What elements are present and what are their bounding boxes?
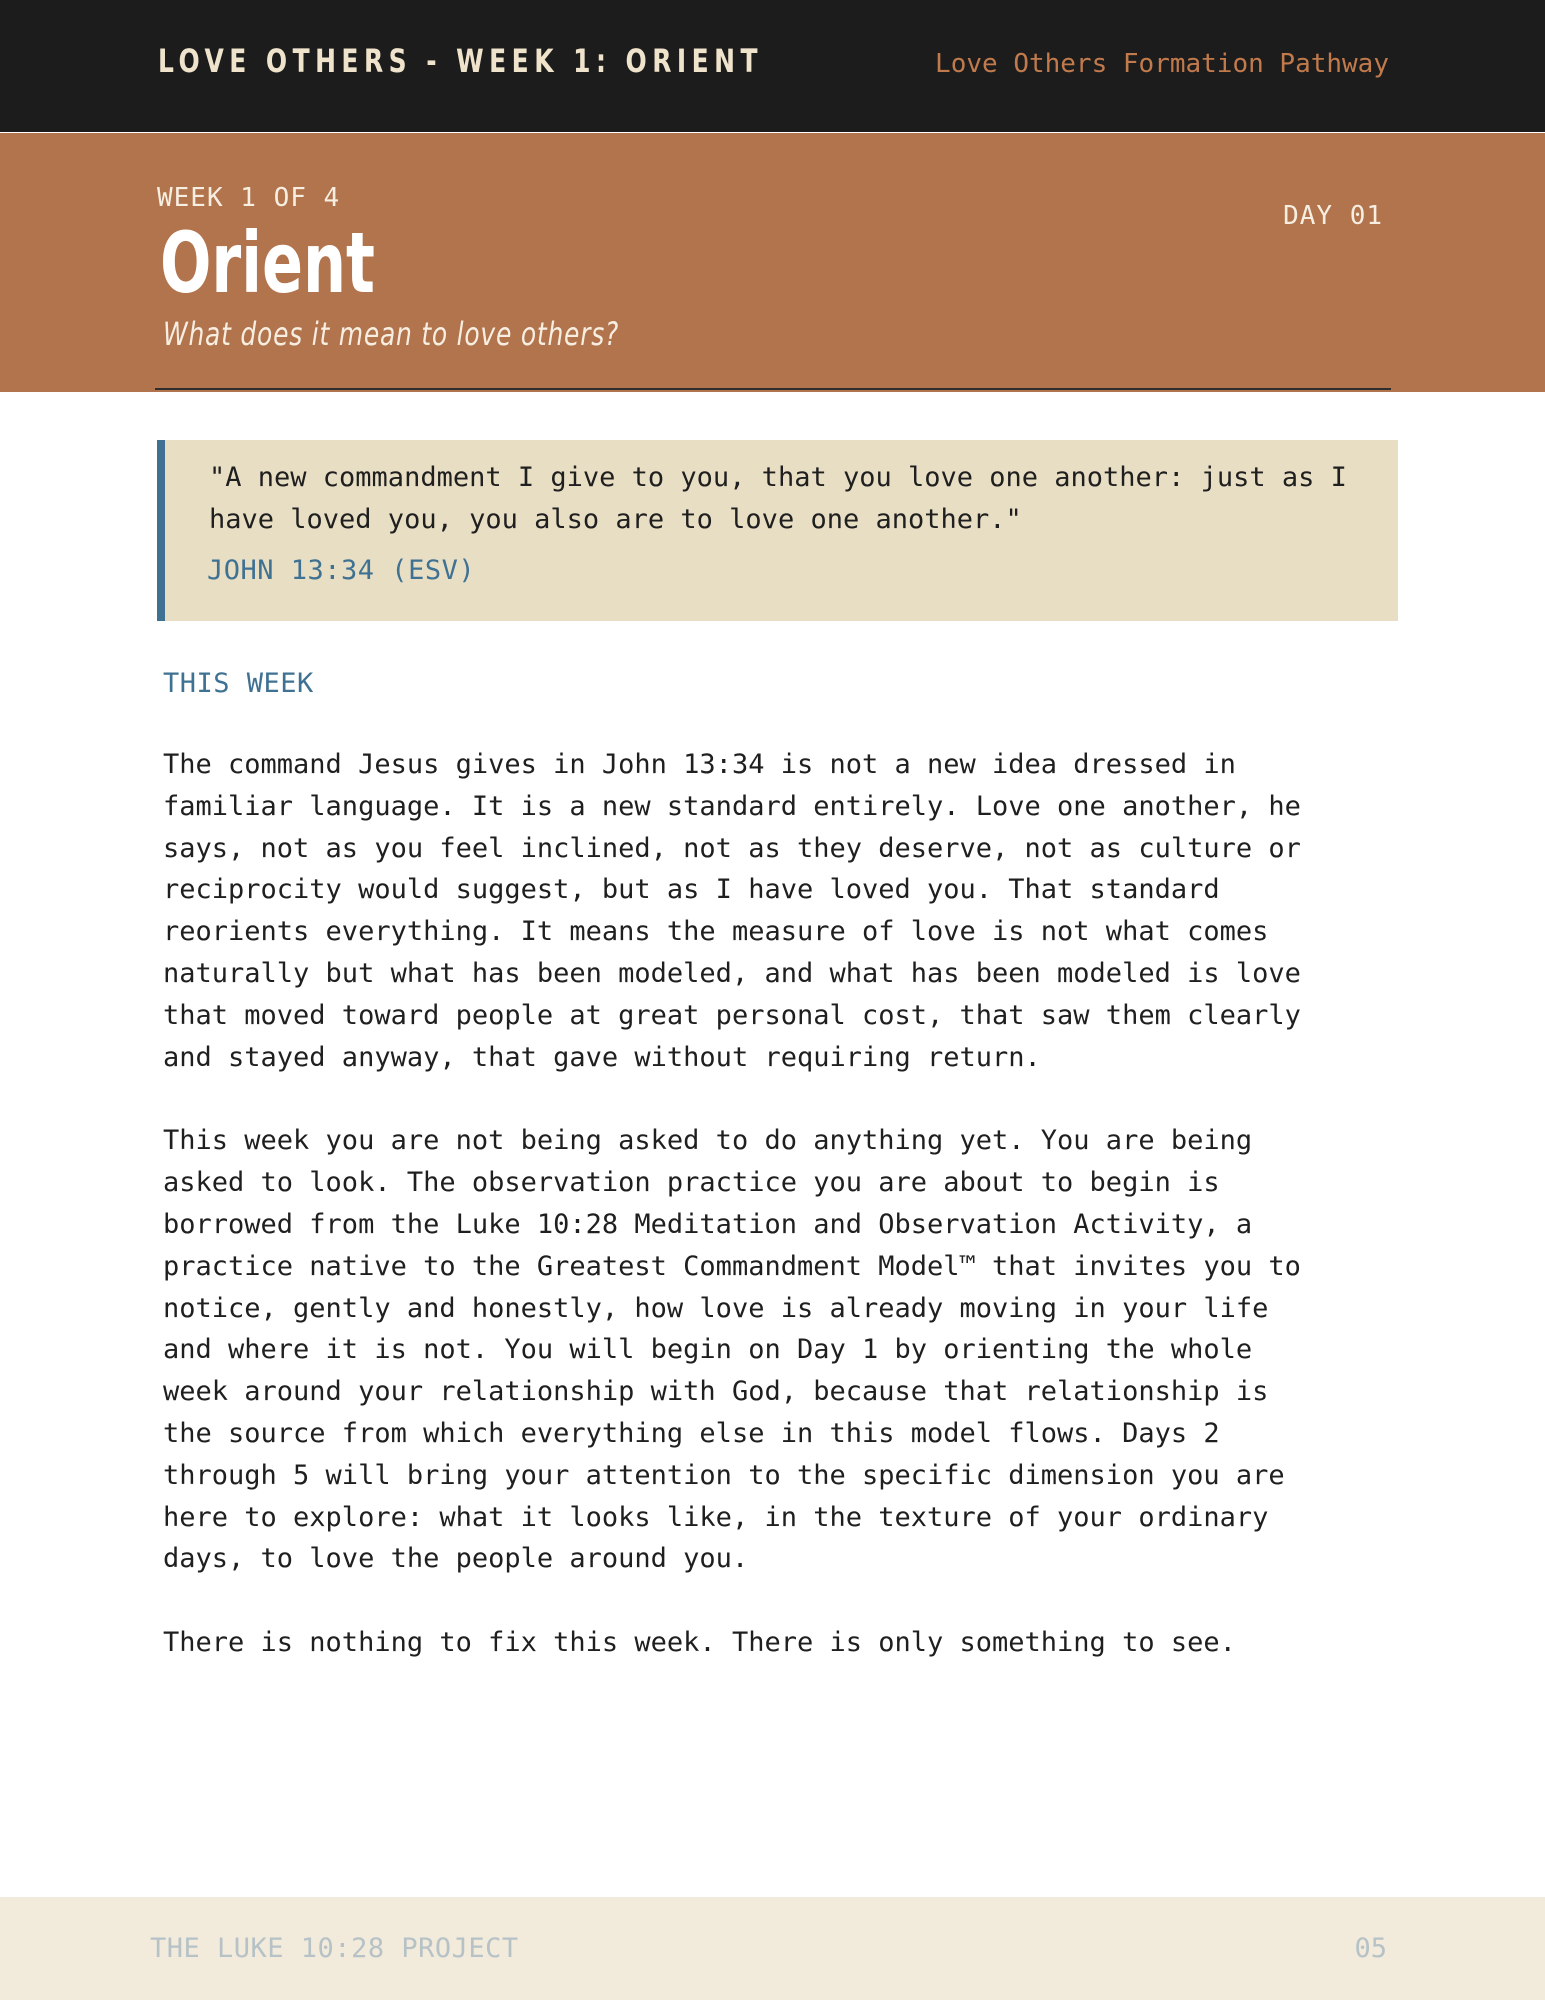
body-text bbox=[163, 744, 1328, 1706]
body-paragraph: The command Jesus gives in John 13:34 is not a new idea dressed in familiar language. It is a new standard entirely. Love one another, he says, not as you feel inclined, not as they deserve, not as culture or reciprocity would suggest, but as I have loved you. That standard reorients everything. It means the measure of love is not what comes naturally but what has been modeled, and what has been modeled is love that moved toward people at great personal cost, that saw them clearly and stayed anyway, that gave without requiring return. bbox=[163, 749, 1301, 1073]
scripture-callout bbox=[157, 440, 1398, 621]
page-number: 05 bbox=[1354, 1933, 1387, 1964]
page-title: Orient bbox=[160, 214, 375, 312]
footer-project-name: THE LUKE 10:28 PROJECT bbox=[150, 1933, 519, 1964]
hero-divider bbox=[155, 388, 1391, 390]
body-paragraph: There is nothing to fix this week. There is only something to see. bbox=[163, 1627, 1236, 1659]
pathway-name: Love Others Formation Pathway bbox=[935, 49, 1389, 79]
section-heading: THIS WEEK bbox=[163, 668, 314, 699]
page-footer bbox=[0, 1897, 1545, 2000]
body-paragraph: This week you are not being asked to do anything yet. You are being asked to look. The observation practice you are about to begin is borrowed from the Luke 10:28 Meditation and Observation Activity, a practice native to the Greatest Commandment Model™ that invites you to notice, gently and honestly, how love is already moving in your life and where it is not. You will begin on Day 1 by orienting the whole week around your relationship with God, because that relationship is the source from which everything else in this model flows. Days 2 through 5 will bring your attention to the specific dimension you are here to explore: what it looks like, in the texture of your ordinary days, to love the people around you. bbox=[163, 1125, 1301, 1575]
week-hero-banner bbox=[0, 133, 1545, 392]
page-subtitle: What does it mean to love others? bbox=[163, 315, 620, 353]
day-indicator: DAY 01 bbox=[1283, 201, 1383, 231]
top-header-bar bbox=[0, 0, 1545, 132]
scripture-quote: "A new commandment I give to you, that you love one another: just as I have loved you, you also are to love one another." bbox=[209, 462, 1347, 535]
document-title: LOVE OTHERS - WEEK 1: ORIENT bbox=[158, 42, 764, 80]
week-indicator: WEEK 1 OF 4 bbox=[157, 183, 341, 213]
scripture-reference: JOHN 13:34 (ESV) bbox=[207, 555, 476, 586]
